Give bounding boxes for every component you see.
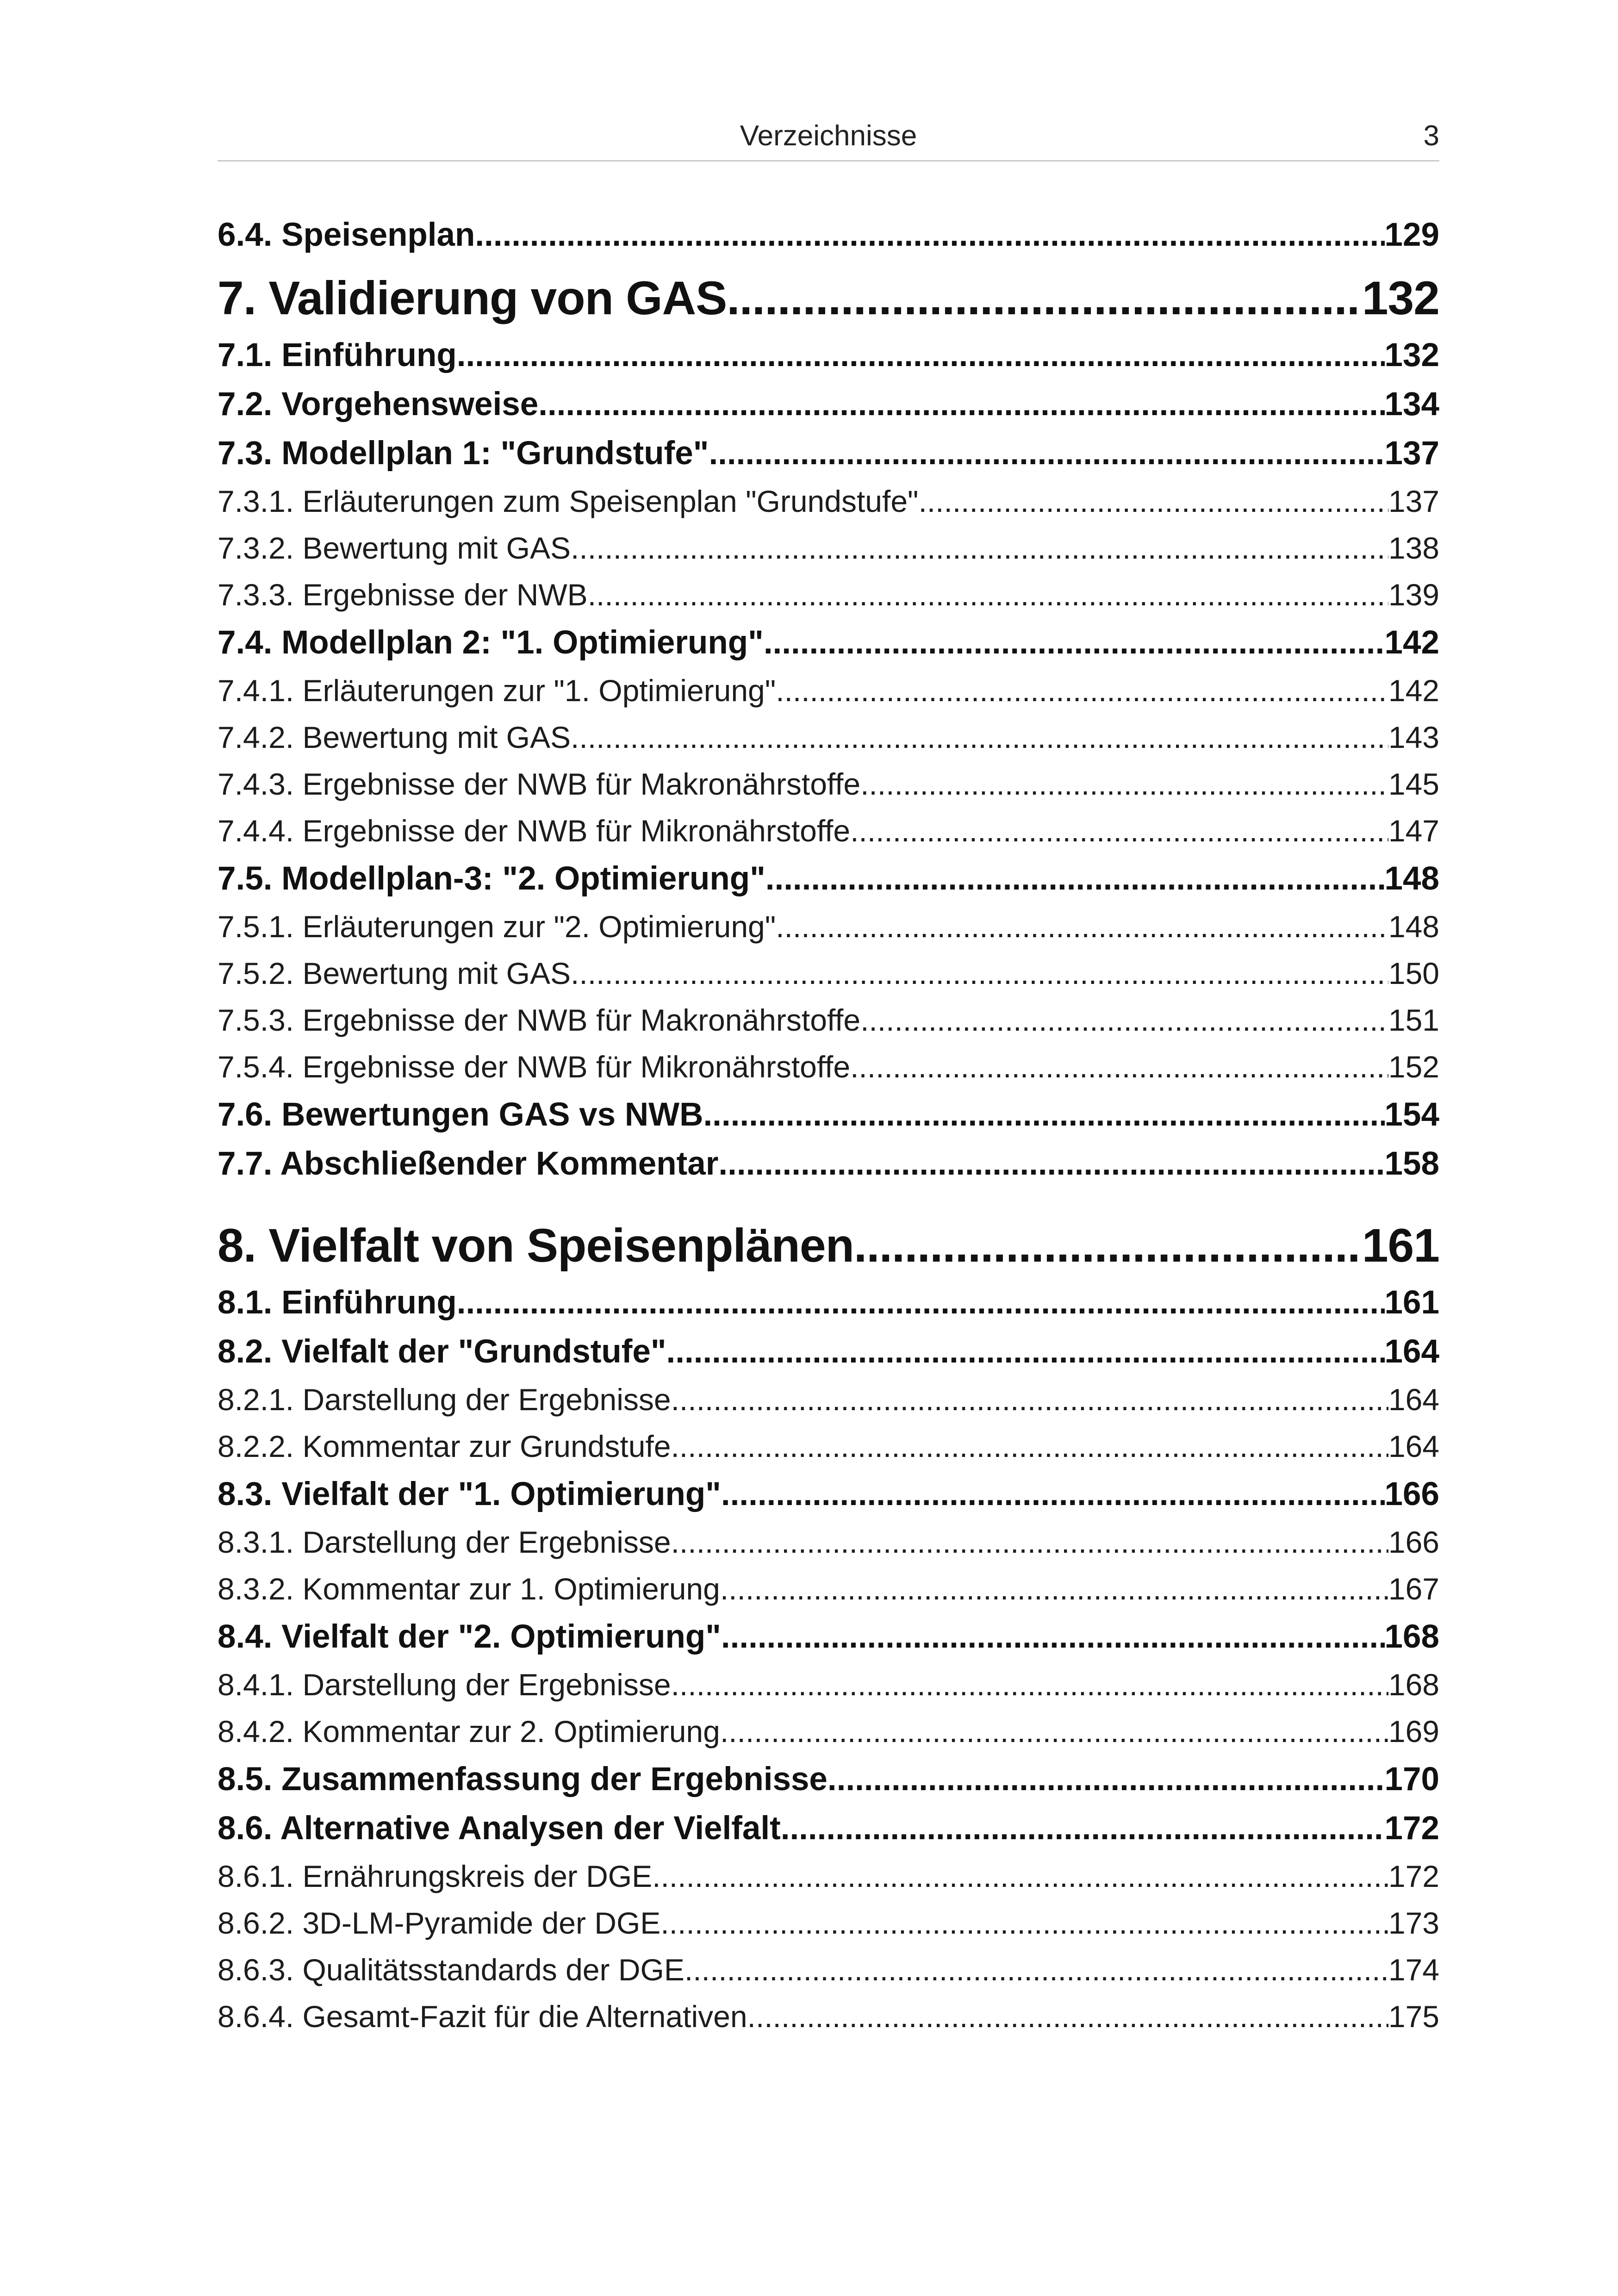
toc-entry-section[interactable] (218, 331, 1439, 380)
toc-entry-section[interactable] (218, 1278, 1439, 1327)
toc-entry-section[interactable] (218, 854, 1439, 903)
toc-entry-sub[interactable] (218, 1044, 1439, 1090)
toc-entry-title: 7.3.3. Ergebnisse der NWB (218, 578, 588, 612)
toc-entry-page-number: 154 (1384, 1096, 1439, 1133)
dot-leader (475, 211, 1384, 260)
toc-entry-title: 8.6.1. Ernährungskreis der DGE (218, 1859, 653, 1893)
toc-entry-page-number: 166 (1384, 1476, 1439, 1512)
toc-entry-title: 8.6.2. 3D-LM-Pyramide der DGE (218, 1906, 661, 1940)
dot-leader (854, 1213, 1362, 1278)
dot-leader (709, 429, 1384, 478)
toc-entry-page-number: 145 (1388, 767, 1439, 801)
toc-entry-sub[interactable] (218, 714, 1439, 761)
toc-entry-title: 7.5.1. Erläuterungen zur "2. Optimierung" (218, 909, 776, 944)
toc-entry-page-number: 148 (1388, 909, 1439, 944)
dot-leader (703, 1090, 1384, 1139)
toc-entry-sub[interactable] (218, 478, 1439, 525)
toc-entry-title: 7.3. Modellplan 1: "Grundstufe" (218, 435, 709, 472)
toc-entry-page-number: 164 (1388, 1429, 1439, 1463)
toc-entry-title: 7.3.2. Bewertung mit GAS (218, 531, 571, 565)
toc-entry-sub[interactable] (218, 1900, 1439, 1947)
toc-entry-section[interactable] (218, 1139, 1439, 1188)
toc-entry-page-number: 132 (1362, 272, 1439, 324)
toc-entry-title: 7.4.3. Ergebnisse der NWB für Makronährstoffe (218, 767, 861, 801)
dot-leader (720, 1566, 1388, 1612)
toc-entry-title: 8.6.4. Gesamt-Fazit für die Alternativen (218, 1999, 747, 2034)
toc-entry-title: 7.4.1. Erläuterungen zur "1. Optimierung" (218, 673, 776, 708)
toc-entry-section[interactable] (218, 429, 1439, 478)
dot-leader (721, 1470, 1385, 1519)
dot-leader (860, 761, 1388, 808)
toc-entry-section[interactable] (218, 618, 1439, 667)
toc-entry-page-number: 166 (1388, 1525, 1439, 1559)
toc-entry-title: 8.4.2. Kommentar zur 2. Optimierung (218, 1714, 720, 1748)
toc-entry-section[interactable] (218, 1804, 1439, 1853)
toc-entry-page-number: 129 (1384, 217, 1439, 253)
toc-entry-title: 8.6. Alternative Analysen der Vielfalt (218, 1810, 781, 1847)
toc-entry-title: 8.5. Zusammenfassung der Ergebnisse (218, 1761, 828, 1798)
dot-leader (720, 1708, 1388, 1755)
toc-entry-title: 7.1. Einführung (218, 337, 457, 373)
toc-entry-sub[interactable] (218, 1947, 1439, 1993)
toc-entry-title: 7.5.3. Ergebnisse der NWB für Makronährstoffe (218, 1003, 861, 1037)
dot-leader (660, 1900, 1388, 1947)
running-header (218, 116, 1439, 162)
toc-entry-page-number: 168 (1384, 1618, 1439, 1655)
toc-entry-title: 8.4.1. Darstellung der Ergebnisse (218, 1668, 671, 1702)
dot-leader (666, 1327, 1385, 1376)
toc-entry-title: 8.3.1. Darstellung der Ergebnisse (218, 1525, 671, 1559)
toc-entry-title: 7.4. Modellplan 2: "1. Optimierung" (218, 624, 764, 661)
toc-entry-page-number: 170 (1384, 1761, 1439, 1798)
toc-entry-title: 7.4.4. Ergebnisse der NWB für Mikronährstoffe (218, 814, 851, 848)
toc-entry-sub[interactable] (218, 667, 1439, 714)
toc-entry-sub[interactable] (218, 1661, 1439, 1708)
toc-entry-page-number: 139 (1388, 578, 1439, 612)
dot-leader (850, 1044, 1388, 1090)
dot-leader (652, 1853, 1388, 1900)
toc-entry-sub[interactable] (218, 572, 1439, 618)
toc-entry-title: 8.3. Vielfalt der "1. Optimierung" (218, 1476, 721, 1512)
toc-entry-title: 7.5.4. Ergebnisse der NWB für Mikronährstoffe (218, 1050, 851, 1084)
toc-entry-page-number: 158 (1384, 1145, 1439, 1182)
toc-entry-page-number: 142 (1388, 673, 1439, 708)
toc-entry-page-number: 164 (1388, 1382, 1439, 1417)
toc-entry-sub[interactable] (218, 1519, 1439, 1566)
toc-entry-section[interactable] (218, 1327, 1439, 1376)
toc-entry-page-number: 148 (1384, 860, 1439, 897)
toc-entry-title: 8.2.2. Kommentar zur Grundstufe (218, 1429, 671, 1463)
toc-entry-page-number: 174 (1388, 1953, 1439, 1987)
toc-entry-sub[interactable] (218, 903, 1439, 950)
toc-entry-sub[interactable] (218, 1423, 1439, 1470)
toc-entry-title: 8.4. Vielfalt der "2. Optimierung" (218, 1618, 721, 1655)
toc-entry-title: 8.2. Vielfalt der "Grundstufe" (218, 1333, 666, 1370)
toc-entry-page-number: 173 (1388, 1906, 1439, 1940)
toc-entry-page-number: 169 (1388, 1714, 1439, 1748)
toc-entry-title: 7.7. Abschließender Kommentar (218, 1145, 719, 1182)
toc-entry-section[interactable] (218, 1470, 1439, 1519)
toc-entry-sub[interactable] (218, 997, 1439, 1044)
dot-leader (571, 950, 1388, 997)
toc-entry-title: 7. Validierung von GAS (218, 272, 727, 324)
dot-leader (718, 1139, 1384, 1188)
toc-entry-chapter[interactable] (218, 1213, 1439, 1278)
toc-entry-title: 8.3.2. Kommentar zur 1. Optimierung (218, 1572, 720, 1606)
toc-entry-sub[interactable] (218, 1376, 1439, 1423)
dot-leader (588, 572, 1388, 618)
header-page-number: 3 (1423, 120, 1439, 152)
toc-entry-page-number: 134 (1384, 386, 1439, 423)
toc-entry-title: 6.4. Speisenplan (218, 217, 475, 253)
toc-entry-section[interactable] (218, 1755, 1439, 1804)
toc-entry-sub[interactable] (218, 1708, 1439, 1755)
dot-leader (727, 265, 1362, 331)
dot-leader (538, 380, 1384, 429)
dot-leader (671, 1661, 1388, 1708)
toc-entry-section[interactable] (218, 211, 1439, 260)
dot-leader (671, 1423, 1388, 1470)
toc-entry-title: 7.5. Modellplan-3: "2. Optimierung" (218, 860, 765, 897)
toc-entry-page-number: 132 (1384, 337, 1439, 373)
dot-leader (776, 667, 1388, 714)
dot-leader (776, 903, 1388, 950)
toc-entry-sub[interactable] (218, 1853, 1439, 1900)
toc-entry-sub[interactable] (218, 808, 1439, 854)
toc-entry-page-number: 138 (1388, 531, 1439, 565)
toc-entry-title: 7.5.2. Bewertung mit GAS (218, 956, 571, 990)
dot-leader (764, 618, 1385, 667)
dot-leader (457, 331, 1385, 380)
toc-entry-sub[interactable] (218, 761, 1439, 808)
toc-entry-page-number: 161 (1362, 1219, 1439, 1272)
toc-entry-chapter[interactable] (218, 265, 1439, 331)
dot-leader (671, 1519, 1388, 1566)
toc-entry-title: 7.6. Bewertungen GAS vs NWB (218, 1096, 703, 1133)
toc-entry-page-number: 150 (1388, 956, 1439, 990)
dot-leader (747, 1993, 1388, 2040)
toc-entry-sub[interactable] (218, 1566, 1439, 1612)
dot-leader (685, 1947, 1388, 1993)
toc-entry-page-number: 172 (1384, 1810, 1439, 1847)
toc-entry-title: 7.3.1. Erläuterungen zum Speisenplan "Grundstufe" (218, 484, 919, 518)
dot-leader (671, 1376, 1388, 1423)
toc-entry-page-number: 142 (1384, 624, 1439, 661)
toc-entry-title: 8.1. Einführung (218, 1284, 457, 1321)
toc-entry-section[interactable] (218, 1090, 1439, 1139)
toc-entry-title: 7.2. Vorgehensweise (218, 386, 539, 423)
dot-leader (850, 808, 1388, 854)
dot-leader (571, 525, 1388, 572)
toc-entry-page-number: 143 (1388, 720, 1439, 754)
dot-leader (457, 1278, 1385, 1327)
toc-entry-page-number: 147 (1388, 814, 1439, 848)
toc-entry-page-number: 151 (1388, 1003, 1439, 1037)
toc-entry-title: 8.2.1. Darstellung der Ergebnisse (218, 1382, 671, 1417)
toc-entry-section[interactable] (218, 380, 1439, 429)
dot-leader (721, 1612, 1385, 1661)
table-of-contents (218, 211, 1439, 2040)
dot-leader (828, 1755, 1385, 1804)
toc-entry-sub[interactable] (218, 1993, 1439, 2040)
toc-entry-page-number: 137 (1388, 484, 1439, 518)
dot-leader (765, 854, 1385, 903)
toc-entry-title: 7.4.2. Bewertung mit GAS (218, 720, 571, 754)
toc-entry-page-number: 164 (1384, 1333, 1439, 1370)
toc-entry-page-number: 167 (1388, 1572, 1439, 1606)
toc-entry-sub[interactable] (218, 950, 1439, 997)
toc-entry-page-number: 175 (1388, 1999, 1439, 2034)
dot-leader (860, 997, 1388, 1044)
toc-entry-section[interactable] (218, 1612, 1439, 1661)
toc-entry-page-number: 137 (1384, 435, 1439, 472)
dot-leader (571, 714, 1388, 761)
dot-leader (918, 478, 1388, 525)
toc-entry-page-number: 168 (1388, 1668, 1439, 1702)
toc-entry-page-number: 152 (1388, 1050, 1439, 1084)
toc-entry-page-number: 161 (1384, 1284, 1439, 1321)
header-title: Verzeichnisse (740, 120, 917, 152)
toc-entry-page-number: 172 (1388, 1859, 1439, 1893)
toc-entry-title: 8. Vielfalt von Speisenplänen (218, 1219, 854, 1272)
dot-leader (781, 1804, 1385, 1853)
toc-entry-sub[interactable] (218, 525, 1439, 572)
toc-entry-title: 8.6.3. Qualitätsstandards der DGE (218, 1953, 685, 1987)
